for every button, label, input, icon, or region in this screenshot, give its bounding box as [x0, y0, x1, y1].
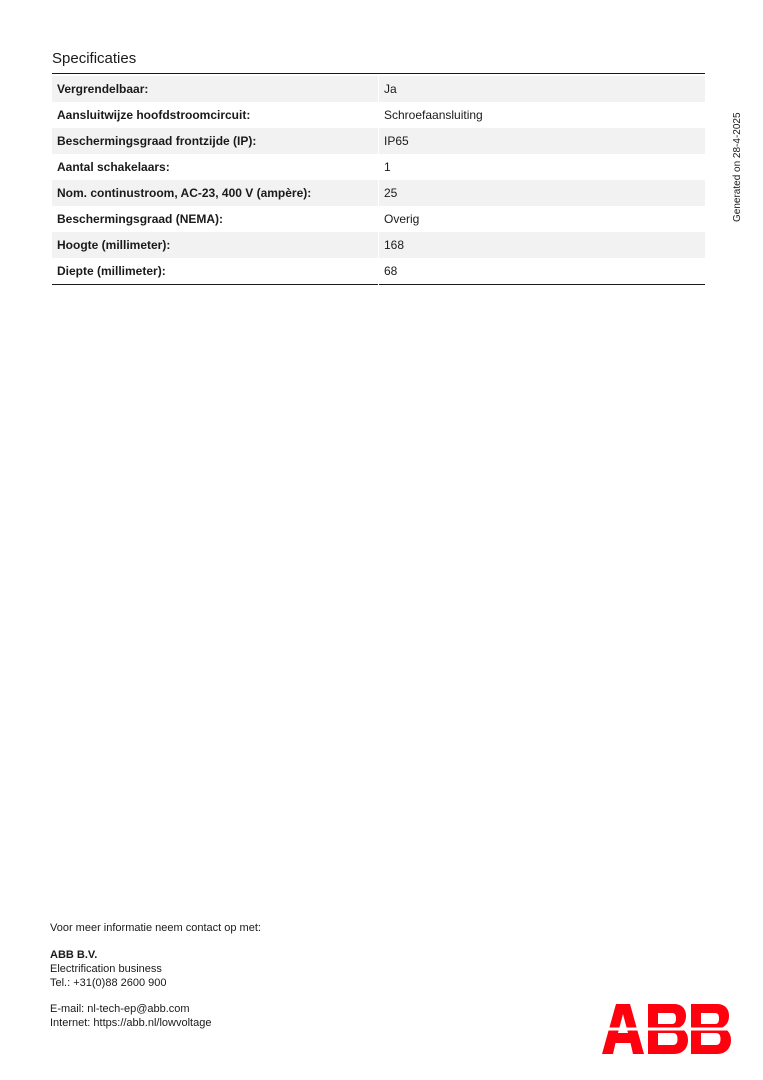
spec-row [52, 102, 705, 128]
spec-table [52, 76, 705, 284]
contact-intro: Voor meer informatie neem contact op met: [50, 922, 261, 934]
company-name: ABB B.V. [50, 949, 98, 961]
spec-value: Schroefaansluiting [384, 108, 483, 122]
spec-value: Ja [384, 82, 397, 96]
spec-value: 68 [384, 264, 398, 278]
spec-row [52, 154, 705, 180]
table-bottom-rule [52, 284, 705, 285]
spec-label: Diepte (millimeter): [57, 264, 166, 278]
spec-label: Vergrendelbaar: [57, 82, 149, 96]
company-division: Electrification business [50, 963, 162, 975]
spec-row [52, 258, 705, 284]
spec-row [52, 128, 705, 154]
spec-row [52, 180, 705, 206]
spec-label: Beschermingsgraad frontzijde (IP): [57, 134, 257, 148]
email-address: E-mail: nl-tech-ep@abb.com [50, 1003, 190, 1015]
phone-number: Tel.: +31(0)88 2600 900 [50, 977, 167, 989]
spec-row [52, 76, 705, 102]
contact-block [50, 921, 261, 1030]
spec-value: Overig [384, 212, 420, 226]
spec-label: Hoogte (millimeter): [57, 238, 171, 252]
spec-value: 168 [384, 238, 405, 252]
spec-value: 1 [384, 160, 391, 174]
spec-row [52, 206, 705, 232]
spec-value: IP65 [384, 134, 409, 148]
spec-label: Beschermingsgraad (NEMA): [57, 212, 224, 226]
abb-logo [602, 1004, 733, 1054]
spec-label: Nom. continustroom, AC-23, 400 V (ampère): [57, 186, 312, 200]
section-title: Specificaties [52, 50, 137, 67]
spec-label: Aansluitwijze hoofdstroomcircuit: [57, 108, 251, 122]
internet-address: Internet: https://abb.nl/lowvoltage [50, 1017, 212, 1029]
spec-label: Aantal schakelaars: [57, 160, 170, 174]
generated-date: Generated on 28-4-2025 [732, 112, 743, 222]
title-rule [52, 73, 705, 74]
spec-row [52, 232, 705, 258]
spec-value: 25 [384, 186, 398, 200]
generated-note [732, 102, 744, 222]
